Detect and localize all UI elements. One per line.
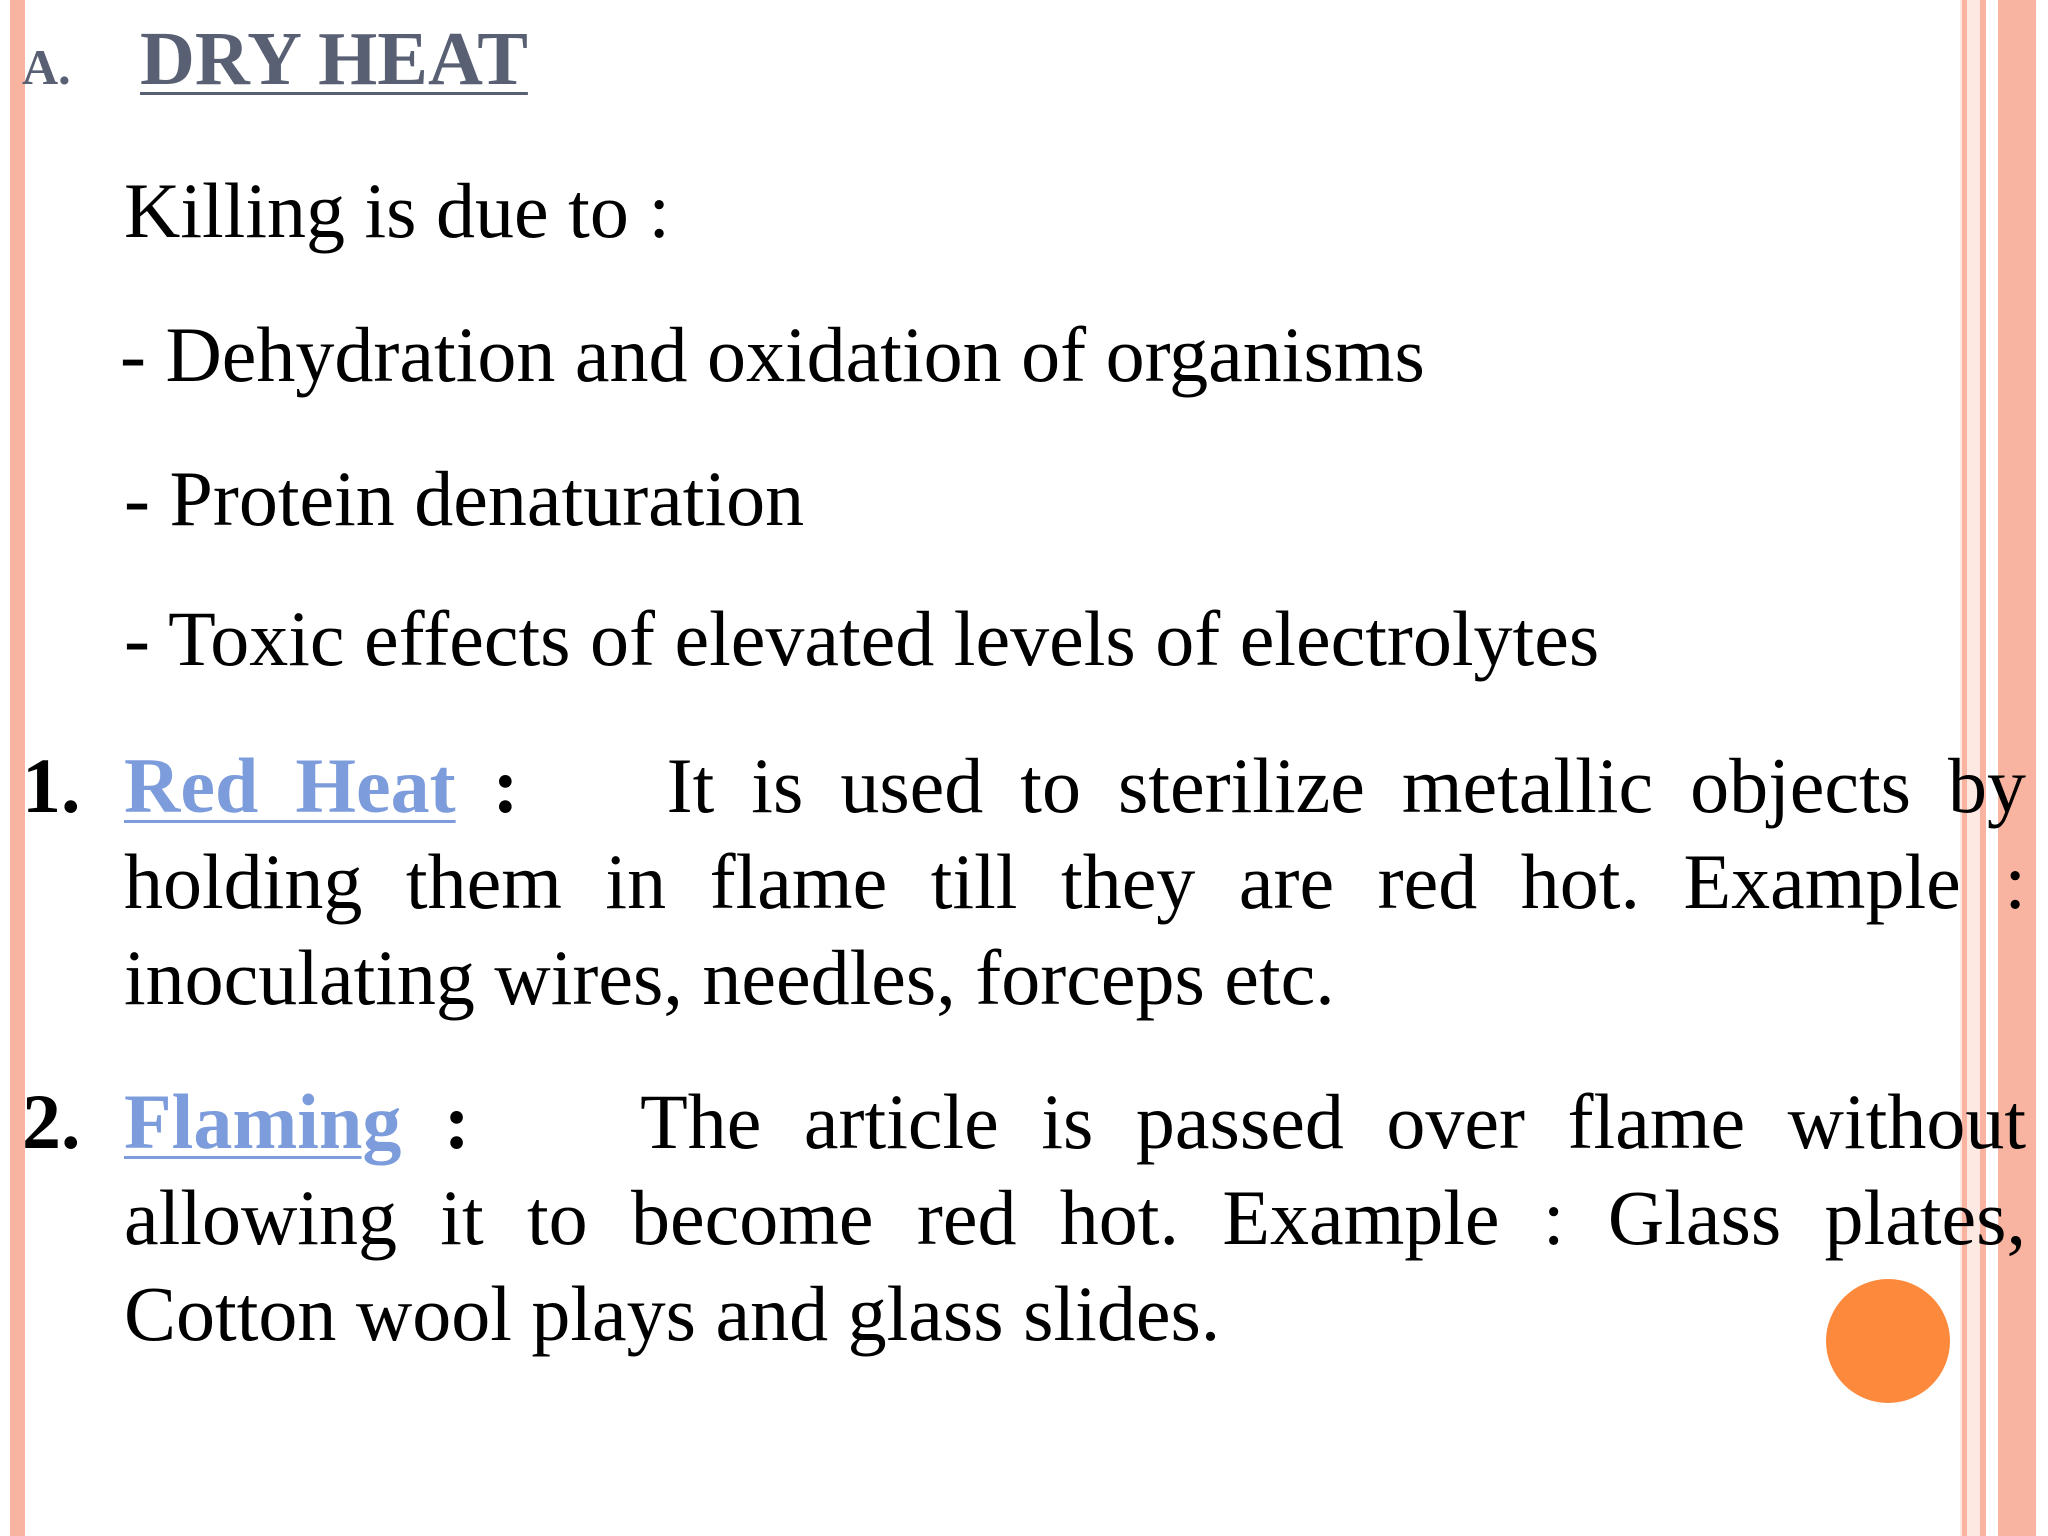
term-flaming[interactable]: Flaming bbox=[124, 1078, 402, 1165]
bullet-item: - Dehydration and oxidation of organisms bbox=[120, 311, 1425, 398]
intro-text: Killing is due to : bbox=[124, 167, 670, 254]
item-flaming bbox=[124, 1074, 2026, 1362]
item-description: The article is passed over flame without allowing it to become red hot. Example : Glass plates, Cotton wool plays and glass slides. bbox=[124, 1078, 2027, 1357]
bullet-item: - Protein denaturation bbox=[124, 455, 805, 542]
heading-title: DRY HEAT bbox=[140, 17, 528, 101]
term-red-heat[interactable]: Red Heat bbox=[124, 742, 456, 829]
heading-prefix: A. bbox=[22, 39, 71, 95]
slide-heading bbox=[22, 16, 528, 103]
bullet-item: - Toxic effects of elevated levels of electrolytes bbox=[124, 595, 1600, 682]
decorative-circle bbox=[1826, 1279, 1950, 1403]
term-separator: : bbox=[492, 742, 519, 829]
term-separator: : bbox=[443, 1078, 470, 1165]
item-description: It is used to sterilize metallic objects by holding them in flame till they are red hot. Example : inoculating wires, needles, forceps etc. bbox=[124, 742, 2027, 1021]
item-number: 2. bbox=[22, 1078, 81, 1165]
item-number: 1. bbox=[22, 742, 81, 829]
item-red-heat bbox=[124, 738, 2026, 1026]
